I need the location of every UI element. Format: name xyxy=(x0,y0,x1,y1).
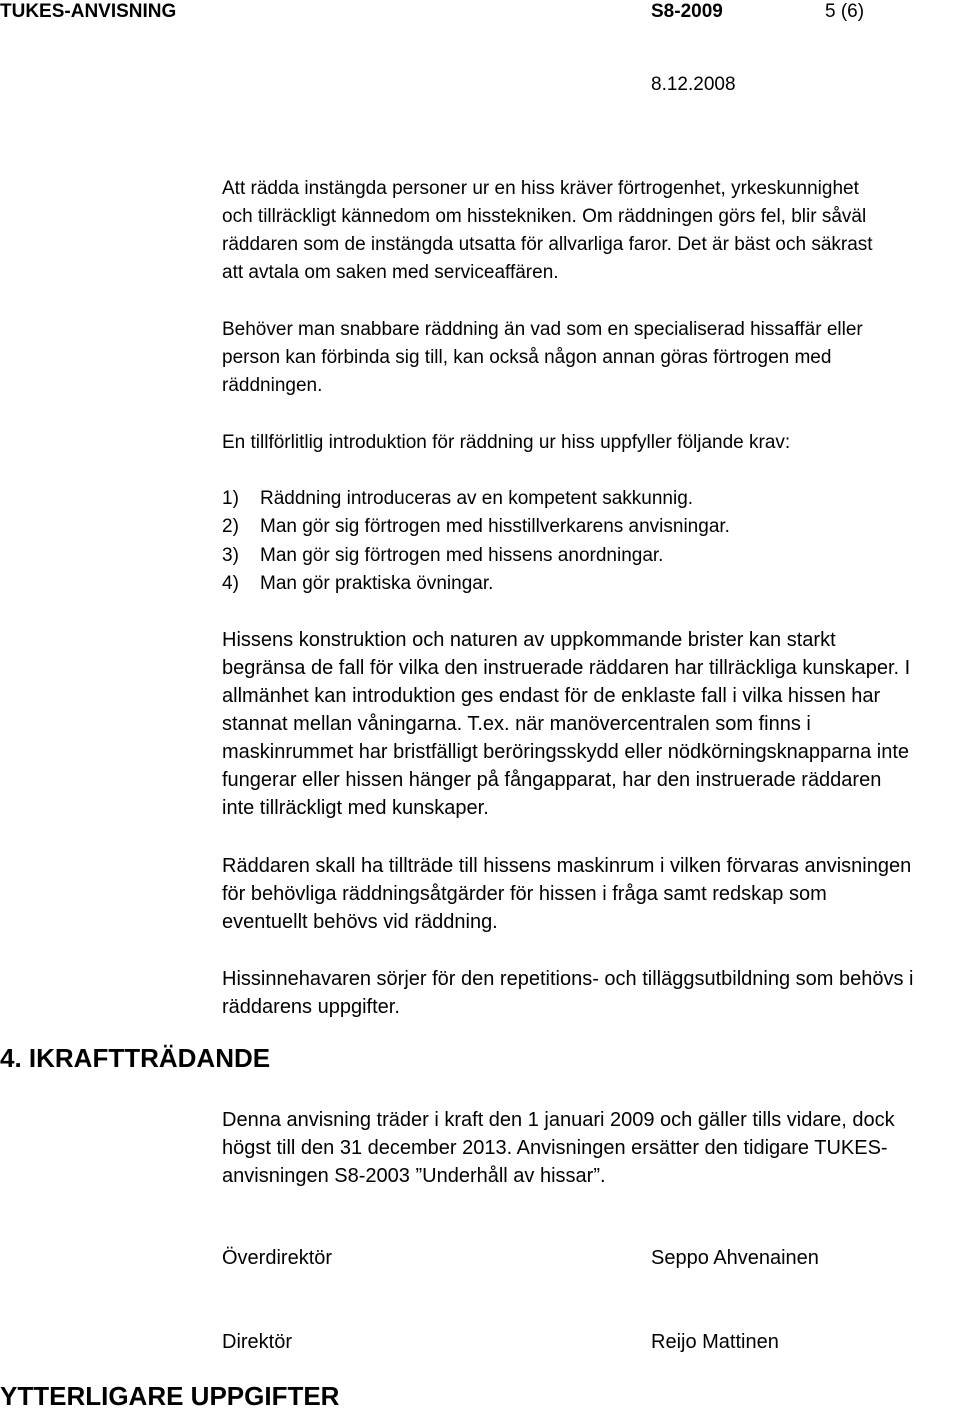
requirements-intro xyxy=(222,429,790,457)
text-line: och tillräckligt kännedom om hisstekniken. Om räddningen görs fel, blir såväl xyxy=(222,206,867,227)
rescue-paragraph xyxy=(222,316,863,400)
access-paragraph xyxy=(222,852,911,936)
text-line: begränsa de fall för vilka den instruerade räddaren har tillräckliga kunskaper. I xyxy=(222,657,911,679)
text-line: eventuellt behövs vid räddning. xyxy=(222,911,498,933)
intro-paragraph xyxy=(222,175,873,287)
document-id: S8-2009 xyxy=(651,1,723,22)
list-item xyxy=(222,516,730,538)
list-number: 4) xyxy=(222,573,239,594)
text-line: för behövliga räddningsåtgärder för hissen i fråga samt redskap som xyxy=(222,883,827,905)
validity-paragraph xyxy=(222,1106,895,1190)
list-text: Man gör sig förtrogen med hissens anordningar. xyxy=(260,545,664,566)
list-text: Man gör praktiska övningar. xyxy=(260,573,494,594)
document-date: 8.12.2008 xyxy=(651,74,736,95)
section-heading: YTTERLIGARE UPPGIFTER xyxy=(0,1381,340,1411)
text-line: maskinrummet har bristfälligt beröringsskydd eller nödkörningsknapparna inte xyxy=(222,741,910,763)
construction-paragraph xyxy=(222,626,910,822)
list-number: 2) xyxy=(222,516,239,537)
list-item xyxy=(222,488,693,510)
document-title: TUKES-ANVISNING xyxy=(0,1,177,22)
text-line: Räddaren skall ha tillträde till hissens maskinrum i vilken förvaras anvisningen xyxy=(222,855,912,877)
section-heading: 4. IKRAFTTRÄDANDE xyxy=(0,1043,271,1073)
text-line: att avtala om saken med serviceaffären. xyxy=(222,262,559,283)
page-number: 5 (6) xyxy=(825,1,865,22)
list-number: 1) xyxy=(222,488,239,509)
text-line: anvisningen S8-2003 ”Underhåll av hissar”. xyxy=(222,1165,606,1187)
signature-role: Överdirektör xyxy=(222,1247,333,1269)
text-line: Denna anvisning träder i kraft den 1 januari 2009 och gäller tills vidare, dock xyxy=(222,1109,895,1131)
text-line: Hissinnehavaren sörjer för den repetitions- och tilläggsutbildning som behövs i xyxy=(222,968,914,990)
text-line: Att rädda instängda personer ur en hiss kräver förtrogenhet, yrkeskunnighet xyxy=(222,178,859,199)
list-number: 3) xyxy=(222,545,239,566)
text-line: högst till den 31 december 2013. Anvisningen ersätter den tidigare TUKES- xyxy=(222,1137,888,1159)
list-item xyxy=(222,573,493,595)
list-text: Man gör sig förtrogen med hisstillverkarens anvisningar. xyxy=(260,516,730,537)
list-item xyxy=(222,545,663,567)
signature-name: Seppo Ahvenainen xyxy=(651,1247,819,1269)
training-paragraph xyxy=(222,965,913,1021)
text-line: allmänhet kan introduktion ges endast för de enklaste fall i vilka hissen har xyxy=(222,685,881,707)
text-line: räddningen. xyxy=(222,375,323,396)
text-line: inte tillräckligt med kunskaper. xyxy=(222,797,489,819)
signature-name: Reijo Mattinen xyxy=(651,1331,779,1353)
list-text: Räddning introduceras av en kompetent sakkunnig. xyxy=(260,488,694,509)
text-line: räddarens uppgifter. xyxy=(222,996,400,1018)
text-line: Hissens konstruktion och naturen av uppkommande brister kan starkt xyxy=(222,629,836,651)
text-line: fungerar eller hissen hänger på fångapparat, har den instruerade räddaren xyxy=(222,769,882,791)
text-line: person kan förbinda sig till, kan också någon annan göras förtrogen med xyxy=(222,347,832,368)
text-line: Behöver man snabbare räddning än vad som en specialiserad hissaffär eller xyxy=(222,319,863,340)
text-line: En tillförlitlig introduktion för räddning ur hiss uppfyller följande krav: xyxy=(222,432,791,453)
text-line: räddaren som de instängda utsatta för allvarliga faror. Det är bäst och säkrast xyxy=(222,234,873,255)
signature-role: Direktör xyxy=(222,1331,293,1353)
text-line: stannat mellan våningarna. T.ex. när manövercentralen som finns i xyxy=(222,713,811,735)
